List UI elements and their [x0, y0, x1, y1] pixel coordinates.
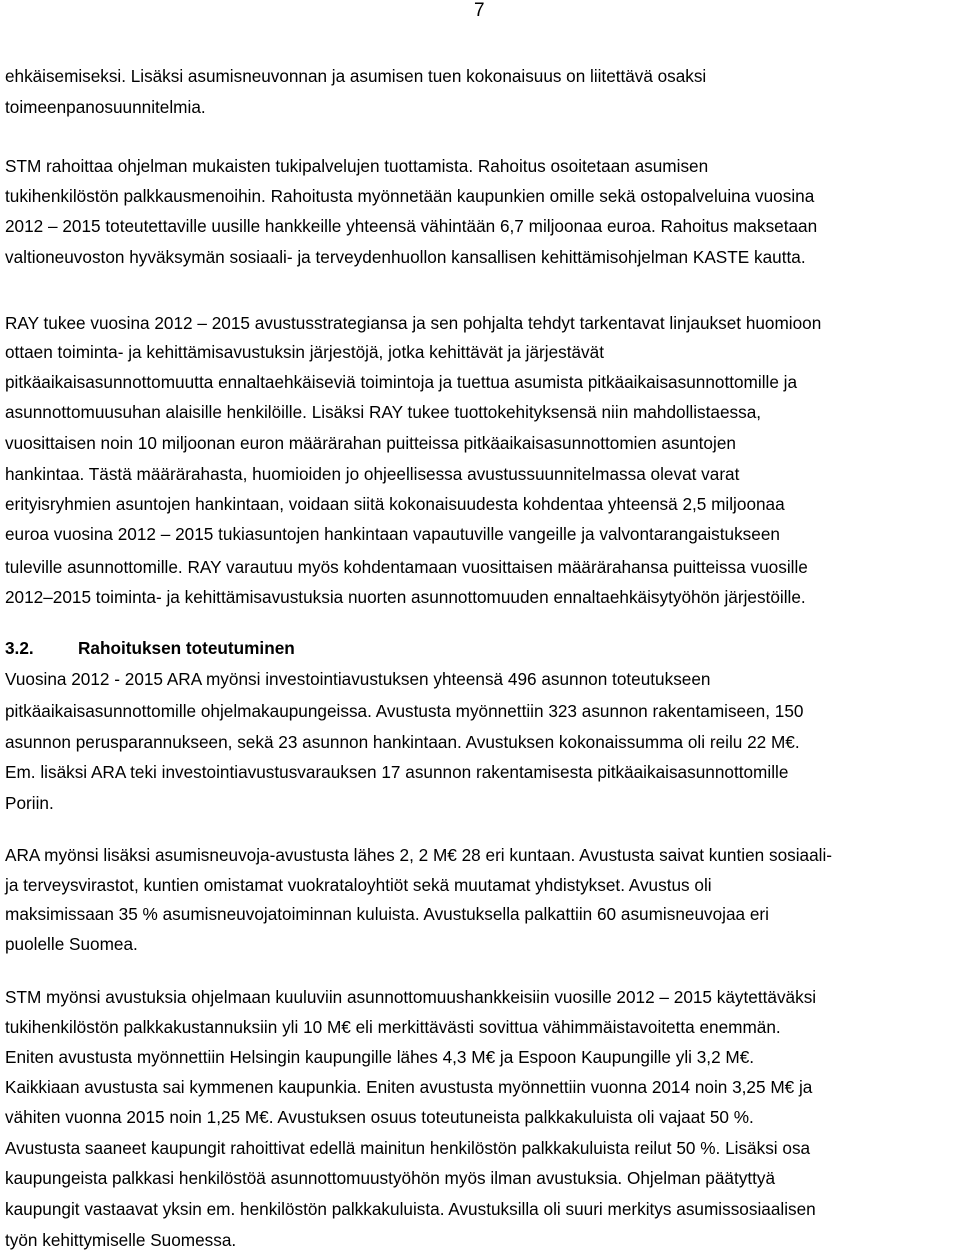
text-line: kaupungeista palkkasi henkilöstöä asunnottomuustyöhön myös ilman avustuksia. Ohjelman päätyttyä — [5, 1168, 776, 1188]
text-line: 2012–2015 toiminta- ja kehittämisavustuksia nuorten asunnottomuuden ennaltaehkäisytyöhön järjestöille. — [5, 587, 806, 607]
text-line: Eniten avustusta myönnettiin Helsingin kaupungille lähes 4,3 M€ ja Espoon Kaupungille yli 3,2 M€. — [5, 1047, 755, 1067]
text-line: hankintaa. Tästä määrärahasta, huomioiden jo ohjeellisessa avustussuunnitelmassa olevat varat — [5, 464, 740, 484]
section-title: Rahoituksen toteutuminen — [78, 638, 295, 658]
text-line: ja terveysvirastot, kuntien omistamat vuokrataloyhtiöt sekä muutamat yhdistykset. Avustus oli — [5, 875, 712, 895]
text-line: kaupungit vastaavat yksin em. henkilöstön palkkakuluista. Avustuksilla oli suuri merkitys asumissosiaalisen — [5, 1199, 816, 1219]
text-line: 2012 – 2015 toteutettaville uusille hankkeille yhteensä vähintään 6,7 miljoonaa euroa. Rahoitus maksetaan — [5, 216, 818, 236]
text-line: STM rahoittaa ohjelman mukaisten tukipalvelujen tuottamista. Rahoitus osoitetaan asumisen — [5, 156, 709, 176]
text-line: puolelle Suomea. — [5, 934, 138, 954]
text-line: asunnon perusparannukseen, sekä 23 asunnon hankintaan. Avustuksen kokonaissumma oli reilu 22 M€. — [5, 732, 800, 752]
text-line: ottaen toiminta- ja kehittämisavustuksin järjestöjä, jotka kehittävät ja järjestävät — [5, 342, 604, 362]
text-line: erityisryhmien asuntojen hankintaan, voidaan siitä kokonaisuudesta kohdentaa yhteensä 2,5 miljoonaa — [5, 494, 785, 514]
text-line: valtioneuvoston hyväksymän sosiaali- ja terveydenhuollon kansallisen kehittämisohjelman KASTE kautta. — [5, 247, 806, 267]
text-line: vuosittaisen noin 10 miljoonan euron määrärahan puitteissa pitkäaikaisasunnottomien asuntojen — [5, 433, 736, 453]
text-line: toimeenpanosuunnitelmia. — [5, 97, 206, 117]
text-line: asunnottomuusuhan alaisille henkilöille. Lisäksi RAY tukee tuottokehityksensä niin mahdollistaessa, — [5, 402, 762, 422]
text-line: Kaikkiaan avustusta sai kymmenen kaupunkia. Eniten avustusta myönnettiin vuonna 2014 noin 3,25 M€ ja — [5, 1077, 813, 1097]
text-line: Vuosina 2012 - 2015 ARA myönsi investointiavustuksen yhteensä 496 asunnon toteutukseen — [5, 669, 711, 689]
text-line: RAY tukee vuosina 2012 – 2015 avustusstrategiansa ja sen pohjalta tehdyt tarkentavat linjaukset huomioon — [5, 313, 822, 333]
text-line: tukihenkilöstön palkkakustannuksiin yli 10 M€ eli merkittävästi sovittua vähimmäistavoitetta enemmän. — [5, 1017, 781, 1037]
text-line: työn kehittymiselle Suomessa. — [5, 1230, 237, 1250]
text-line: Em. lisäksi ARA teki investointiavustusvarauksen 17 asunnon rakentamisesta pitkäaikaisasunnottomille — [5, 762, 789, 782]
page-number: 7 — [474, 0, 485, 21]
text-line: tuleville asunnottomille. RAY varautuu myös kohdentamaan vuosittaisen määrärahansa puitteissa vuosille — [5, 557, 808, 577]
text-line: ARA myönsi lisäksi asumisneuvoja-avustusta lähes 2, 2 M€ 28 eri kuntaan. Avustusta saivat kuntien sosiaali- — [5, 845, 833, 865]
text-line: ehkäisemiseksi. Lisäksi asumisneuvonnan ja asumisen tuen kokonaisuus on liitettävä osaksi — [5, 66, 707, 86]
text-line: tukihenkilöstön palkkausmenoihin. Rahoitusta myönnetään kaupunkien omille sekä ostopalveluina vuosina — [5, 186, 815, 206]
section-heading — [5, 638, 295, 658]
text-line: STM myönsi avustuksia ohjelmaan kuuluviin asunnottomuushankkeisiin vuosille 2012 – 2015 käytettäväksi — [5, 987, 817, 1007]
text-line: maksimissaan 35 % asumisneuvojatoiminnan kuluista. Avustuksella palkattiin 60 asumisneuvojaa eri — [5, 904, 769, 924]
text-line: vähiten vuonna 2015 noin 1,25 M€. Avustuksen osuus toteutuneista palkkakuluista oli vajaat 50 %. — [5, 1107, 754, 1127]
text-line: pitkäaikaisasunnottomille ohjelmakaupungeissa. Avustusta myönnettiin 323 asunnon rakentamiseen, 150 — [5, 701, 804, 721]
text-line: Poriin. — [5, 793, 54, 813]
text-line: euroa vuosina 2012 – 2015 tukiasuntojen hankintaan vapautuville vangeille ja valvontarangaistukseen — [5, 524, 780, 544]
text-line: pitkäaikaisasunnottomuutta ennaltaehkäiseviä toimintoja ja tuettua asumista pitkäaikaisasunnottomille ja — [5, 372, 798, 392]
text-line: Avustusta saaneet kaupungit rahoittivat edellä mainitun henkilöstön palkkakuluista reilut 50 %. Lisäksi osa — [5, 1138, 811, 1158]
section-number: 3.2. — [5, 638, 34, 658]
